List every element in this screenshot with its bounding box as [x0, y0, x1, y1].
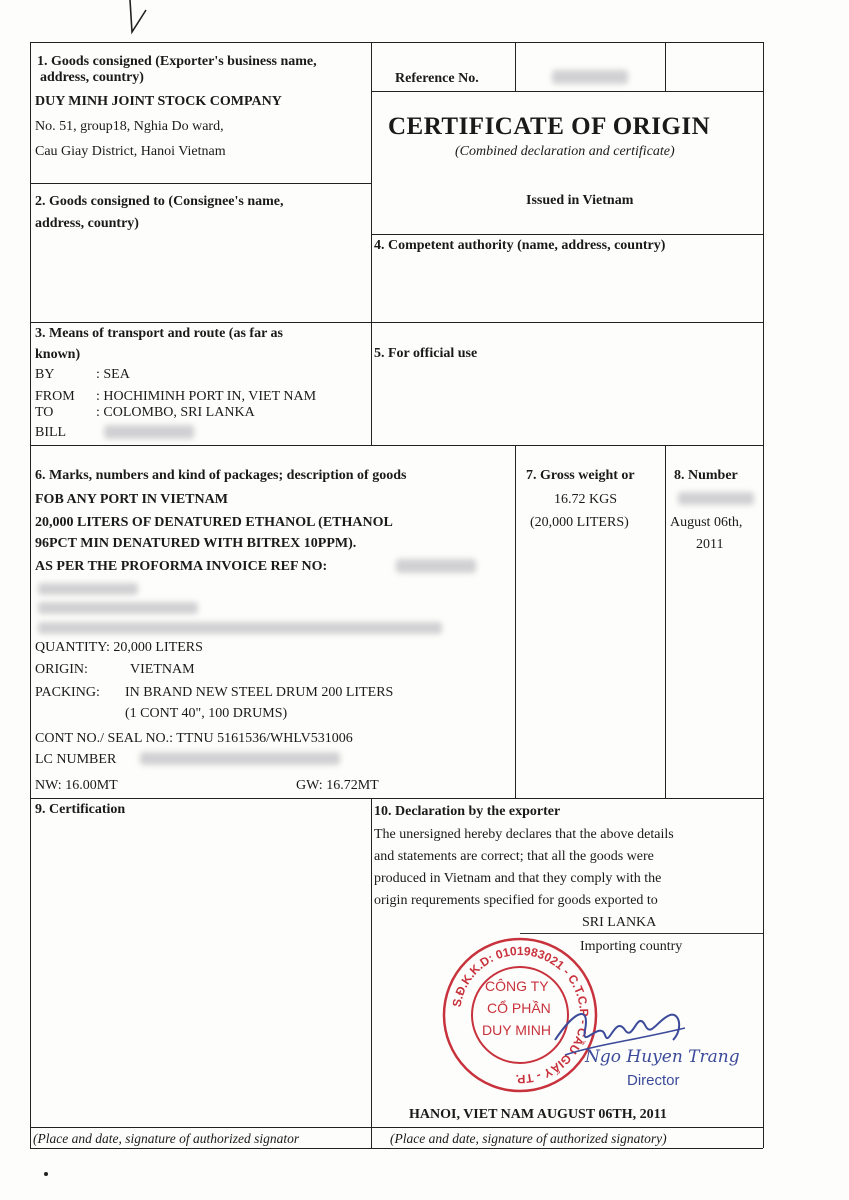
importing-country-label: Importing country — [580, 939, 683, 954]
transport-to-label: TO — [35, 405, 54, 420]
bill-number-redacted — [104, 425, 194, 439]
box4-heading: 4. Competent authority (name, address, country) — [374, 238, 666, 253]
box8-heading: 8. Number — [674, 468, 738, 483]
issued-in: Issued in Vietnam — [526, 193, 634, 208]
goods-net-weight: NW: 16.00MT — [35, 778, 118, 793]
invoice-ref-redacted — [396, 559, 476, 573]
reference-label: Reference No. — [395, 71, 479, 86]
lc-number-redacted — [140, 752, 340, 765]
redacted-line-3 — [38, 622, 442, 634]
goods-quantity: QUANTITY: 20,000 LITERS — [35, 640, 203, 655]
invoice-date-line1: August 06th, — [670, 515, 743, 530]
place-and-date: HANOI, VIET NAM AUGUST 06TH, 2011 — [409, 1107, 667, 1122]
goods-origin-value: VIETNAM — [130, 662, 195, 677]
gross-weight-value: 16.72 KGS — [554, 492, 618, 507]
box5-heading: 5. For official use — [374, 346, 478, 361]
invoice-number-redacted — [678, 492, 754, 505]
signatory-name: Ngo Huyen Trang — [585, 1047, 740, 1067]
document-title: CERTIFICATE OF ORIGIN — [388, 113, 711, 140]
redacted-line-1 — [38, 583, 138, 595]
reference-number-redacted — [552, 70, 628, 84]
box9-footer: (Place and date, signature of authorized signator — [33, 1131, 300, 1146]
goods-origin-label: ORIGIN: — [35, 662, 88, 677]
box1-heading-line1: 1. Goods consigned (Exporter's business name, — [37, 54, 317, 69]
box1-heading-line2: address, country) — [40, 70, 144, 85]
signatory-role: Director — [627, 1072, 680, 1089]
box2-heading-line1: 2. Goods consigned to (Consignee's name, — [35, 194, 284, 209]
goods-gross-weight: GW: 16.72MT — [296, 778, 379, 793]
stamp-ring-text: S.Đ.K.K.D: 0101983021 - C.T.C.P - CẦU GIẤY - TP. — [449, 943, 592, 1087]
goods-packing-value2: (1 CONT 40", 100 DRUMS) — [125, 706, 288, 721]
importing-country-line — [520, 933, 763, 934]
goods-packing-label: PACKING: — [35, 685, 100, 700]
box9-heading: 9. Certification — [35, 802, 126, 817]
declaration-line3: produced in Vietnam and that they comply with the — [374, 871, 662, 886]
goods-lc-label: LC NUMBER — [35, 752, 117, 767]
transport-by-value: : SEA — [96, 367, 130, 382]
pin-mark-icon — [110, 0, 160, 60]
exporter-address-line1: No. 51, group18, Nghia Do ward, — [35, 119, 224, 134]
declaration-line1: The unersigned hereby declares that the above details — [374, 827, 674, 842]
transport-from-label: FROM — [35, 389, 75, 404]
box3-heading-line2: known) — [35, 347, 81, 362]
goods-line1: FOB ANY PORT IN VIETNAM — [35, 492, 228, 507]
box3-heading-line1: 3. Means of transport and route (as far as — [35, 326, 283, 341]
transport-by-label: BY — [35, 367, 55, 382]
stamp-line1: CÔNG TY — [485, 978, 549, 994]
box7-heading: 7. Gross weight or — [526, 468, 635, 483]
transport-from-value: : HOCHIMINH PORT IN, VIET NAM — [96, 389, 317, 404]
goods-line2: 20,000 LITERS OF DENATURED ETHANOL (ETHANOL — [35, 515, 393, 530]
box10-heading: 10. Declaration by the exporter — [374, 804, 561, 819]
gross-weight-liters: (20,000 LITERS) — [530, 515, 629, 530]
document-subtitle: (Combined declaration and certificate) — [455, 144, 675, 159]
goods-line3: 96PCT MIN DENATURED WITH BITREX 10PPM). — [35, 536, 357, 551]
box2-heading-line2: address, country) — [35, 216, 139, 231]
transport-to-value: : COLOMBO, SRI LANKA — [96, 405, 255, 420]
paper-speck — [44, 1172, 48, 1176]
box10-footer: (Place and date, signature of authorized signatory) — [390, 1131, 667, 1146]
invoice-date-line2: 2011 — [696, 537, 724, 552]
declaration-line4: origin requrements specified for goods exported to — [374, 893, 658, 908]
stamp-line2: CỔ PHẦN — [487, 1000, 551, 1016]
exporter-company: DUY MINH JOINT STOCK COMPANY — [35, 94, 282, 109]
exporter-address-line2: Cau Giay District, Hanoi Vietnam — [35, 144, 226, 159]
stamp-line3: DUY MINH — [482, 1022, 551, 1038]
importing-country-value: SRI LANKA — [582, 915, 657, 930]
declaration-line2: and statements are correct; that all the goods were — [374, 849, 654, 864]
box6-heading: 6. Marks, numbers and kind of packages; description of goods — [35, 468, 407, 483]
transport-bill-label: BILL — [35, 425, 67, 440]
redacted-line-2 — [38, 602, 198, 614]
goods-container: CONT NO./ SEAL NO.: TTNU 5161536/WHLV531006 — [35, 731, 353, 746]
goods-packing-value1: IN BRAND NEW STEEL DRUM 200 LITERS — [125, 685, 394, 700]
goods-line4: AS PER THE PROFORMA INVOICE REF NO: — [35, 559, 328, 574]
